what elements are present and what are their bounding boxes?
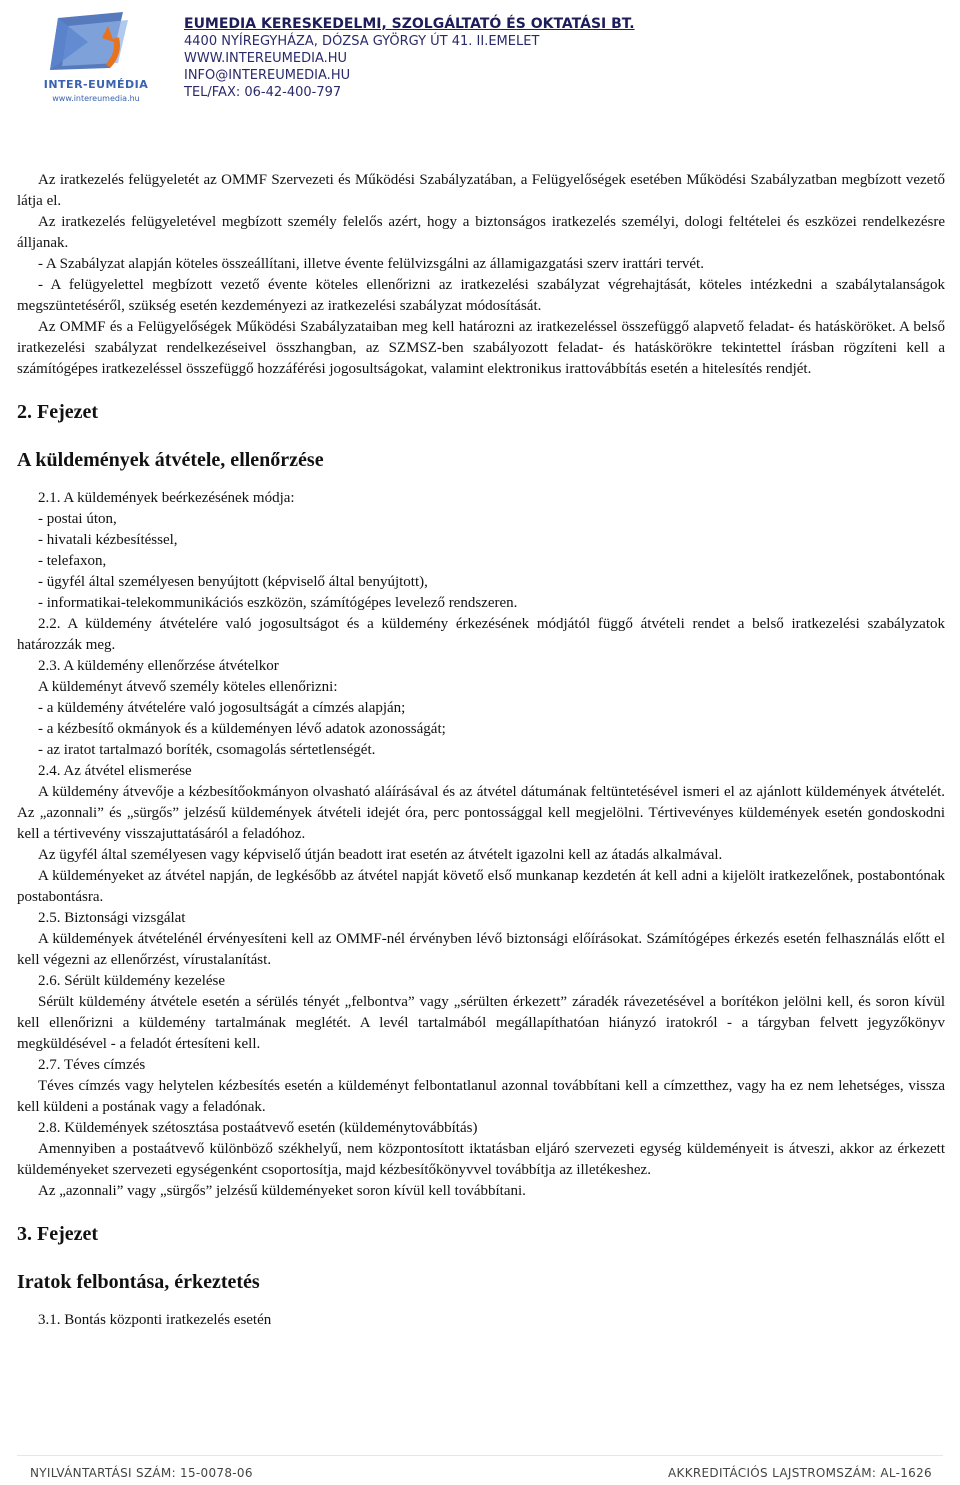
list-item: - informatikai-telekommunikációs eszközön, számítógépes levelező rendszeren. [38, 595, 518, 611]
list-item: - az iratot tartalmazó boríték, csomagolás sértetlenségét. [38, 742, 376, 758]
section-heading: 2.8. Küldemények szétosztása postaátvevő esetén (küldeménytovábbítás) [38, 1120, 478, 1136]
logo-url: www.intereumedia.hu [52, 94, 140, 103]
paragraph: - A felügyelettel megbízott vezető évente köteles ellenőrizni az iratkezelési szabályzat végrehajtását, köteles intézkedni a szabálytalanságok megszüntetéséről, szükség esetén kezdeményezi az iratkezelési szabályzat módosítását. [17, 277, 945, 314]
chapter-title: Iratok felbontása, érkeztetés [17, 1271, 260, 1293]
paragraph: Téves címzés vagy helytelen kézbesítés esetén a küldeményt felbontatlanul azonnal továbbítani kell a címzetthez, vagy ha ez nem lehetséges, vissza kell küldeni a postának vagy a feladónak. [17, 1078, 945, 1115]
paragraph: A küldemények átvételénél érvényesíteni kell az OMMF-nél érvényben lévő biztonsági előírásokat. Számítógépes érkezés esetén felhasználás előtt el kell végezni az ellenőrzést, vírustalanítást. [17, 931, 945, 968]
company-phone: TEL/FAX: 06-42-400-797 [184, 85, 342, 100]
footer-divider [17, 1455, 943, 1456]
section-heading: 2.6. Sérült küldemény kezelése [38, 973, 226, 989]
paragraph: A küldemény átvevője a kézbesítőokmányon olvasható aláírásával és az átvétel dátumának feltüntetésével ismeri el az ajánlott küldemények átvételét. Az „azonnali” és „sürgős” jelzésű küldemények átvételi idejét óra, perc pontossággal kell megjelölni. Tértivevényes küldemények esetén gondoskodni kell a tértivevény visszajuttatásáról a feladóhoz. [17, 784, 945, 842]
company-info [184, 16, 635, 101]
section-heading: 2.5. Biztonsági vizsgálat [38, 910, 186, 926]
company-logo [28, 8, 158, 108]
section-heading: 2.4. Az átvétel elismerése [38, 763, 192, 779]
company-address: 4400 NYÍREGYHÁZA, DÓZSA GYÖRGY ÚT 41. II.EMELET [184, 34, 540, 49]
accreditation-number: AKKREDITÁCIÓS LAJSTROMSZÁM: AL-1626 [668, 1466, 932, 1480]
section-heading: 2.1. A küldemények beérkezésének módja: [38, 490, 295, 506]
list-item: - hivatali kézbesítéssel, [38, 532, 178, 548]
section-heading: 2.7. Téves címzés [38, 1057, 146, 1073]
list-item: - postai úton, [38, 511, 117, 527]
list-item: - a küldemény átvételére való jogosultságát a címzés alapján; [38, 700, 406, 716]
paragraph: Sérült küldemény átvétele esetén a sérülés tényét „felbontva” vagy „sérülten érkezett” záradék rávezetésével a borítékon jelölni kell, és soron kívül kell ellenőrizni a küldemény tartalmának meglétét. A levél tartalmából megállapíthatóan hiányzó iratokról - a tárgyban felvett jegyzőkönyv megküldésével - a feladót értesíteni kell. [17, 994, 945, 1052]
list-item: - telefaxon, [38, 553, 107, 569]
logo-graphic-icon [28, 8, 158, 108]
section-paragraph: 2.2. A küldemény átvételére való jogosultságot és a küldemény érkezésének módjától függő átvételi rendet a belső iratkezelési szabályzatok határozzák meg. [17, 616, 945, 653]
list-item: - a kézbesítő okmányok és a küldeményen lévő adatok azonosságát; [38, 721, 446, 737]
chapter-number: 3. Fejezet [17, 1223, 99, 1245]
company-web[interactable]: WWW.INTEREUMEDIA.HU [184, 51, 348, 66]
logo-text: INTER-EUMÉDIA [43, 78, 149, 91]
chapter-title: A küldemények átvétele, ellenőrzése [17, 449, 324, 471]
chapter-number: 2. Fejezet [17, 401, 99, 423]
paragraph: - A Szabályzat alapján köteles összeállítani, illetve évente felülvizsgálni az államigazgatási szerv irattári tervét. [38, 256, 704, 272]
paragraph: A küldeményt átvevő személy köteles ellenőrizni: [38, 679, 338, 695]
company-name: EUMEDIA KERESKEDELMI, SZOLGÁLTATÓ ÉS OKTATÁSI BT. [184, 16, 635, 32]
company-email[interactable]: INFO@INTEREUMEDIA.HU [184, 68, 351, 83]
section-heading: 2.3. A küldemény ellenőrzése átvételkor [38, 658, 279, 674]
paragraph: Az „azonnali” vagy „sürgős” jelzésű küldeményeket soron kívül kell továbbítani. [38, 1183, 526, 1199]
letterhead [0, 0, 960, 120]
paragraph: A küldeményeket az átvétel napján, de legkésőbb az átvétel napját követő első munkanap kezdetén át kell adni a kijelölt iratkezelőnek, postabontónak postabontásra. [17, 868, 945, 905]
paragraph: Az iratkezelés felügyeletét az OMMF Szervezeti és Működési Szabályzatában, a Felügyelőségek esetében Működési Szabályzatban megbízott vezető látja el. [17, 172, 945, 209]
paragraph: Az OMMF és a Felügyelőségek Működési Szabályzataiban meg kell határozni az iratkezeléssel összefüggő alapvető feladat- és hatásköröket. A belső iratkezelési szabályzat rendelkezéseivel összhangban, az SZMSZ-ben szabályozott feladat- és hatáskörökre tekintettel írásban rögzíteni kell a számítógépes iratkezeléssel összefüggő hozzáférési jogosultságokat, valamint elektronikus irattovábbítás esetén a hitelesítés rendjét. [17, 319, 945, 377]
section-heading: 3.1. Bontás központi iratkezelés esetén [38, 1312, 272, 1328]
registration-number: NYILVÁNTARTÁSI SZÁM: 15-0078-06 [30, 1466, 253, 1480]
document-body [17, 170, 945, 1331]
paragraph: Amennyiben a postaátvevő különböző székhelyű, nem központosított iktatásban eljáró szervezeti egység küldeményeit is átveszi, akkor az érkezett küldeményeket szervezeti egységenként csoportosítja, majd kézbesítőkönyvvel továbbítja az illetékeshez. [17, 1141, 945, 1178]
paragraph: Az ügyfél által személyesen vagy képviselő útján beadott irat esetén az átvételt igazolni kell az átadás alkalmával. [38, 847, 723, 863]
paragraph: Az iratkezelés felügyeletével megbízott személy felelős azért, hogy a biztonságos iratkezelés személyi, dologi feltételei és eszközei rendelkezésre álljanak. [17, 214, 945, 251]
list-item: - ügyfél által személyesen benyújtott (képviselő által benyújtott), [38, 574, 428, 590]
